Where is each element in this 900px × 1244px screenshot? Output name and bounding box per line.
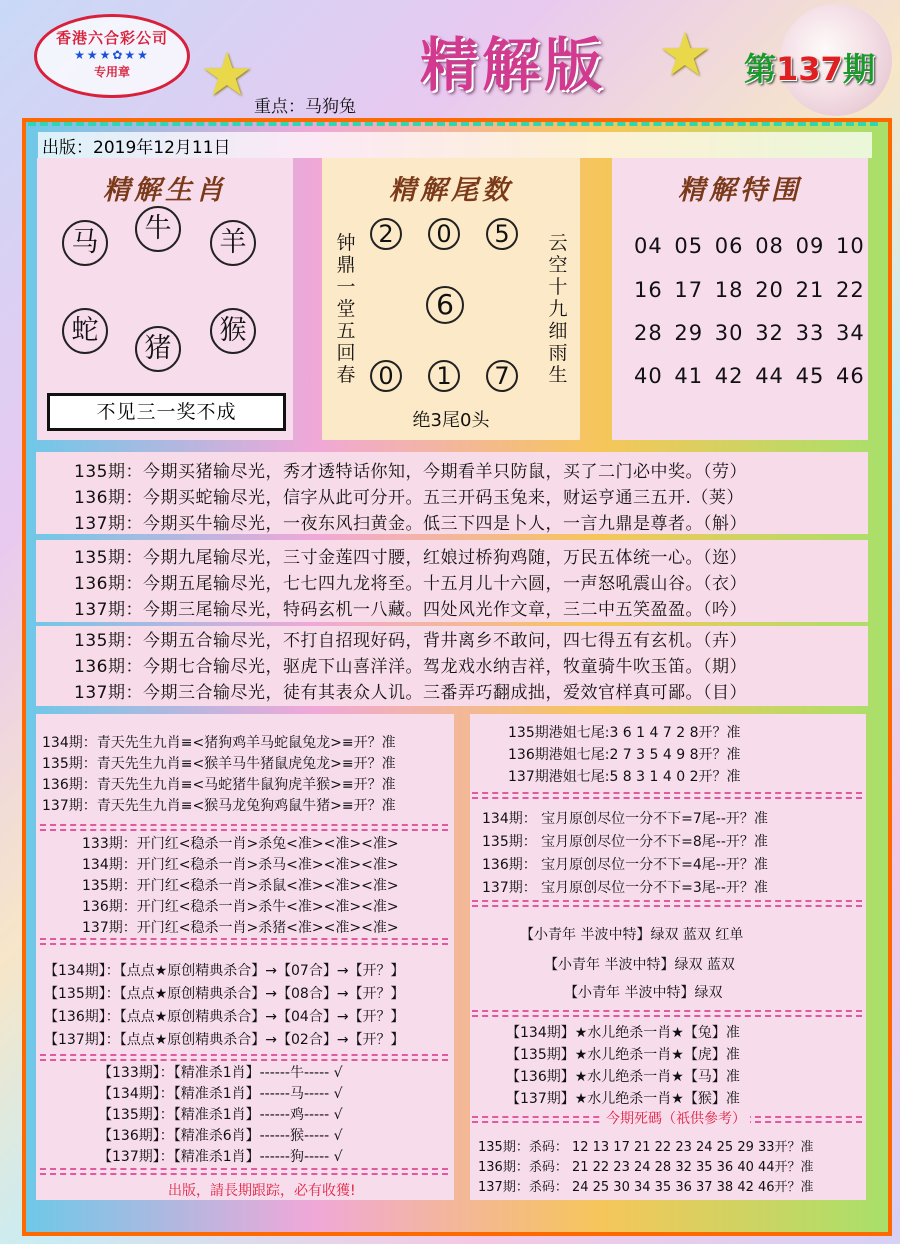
- shuier-line: 【135期】★水儿绝杀一肖★【虎】准: [506, 1047, 740, 1063]
- baoyue-line: 136期： 宝月原创尽位一分不下=4尾--开？准: [482, 857, 768, 873]
- numbers-panel: [612, 158, 868, 440]
- poem-line: 136期：今期五尾输尽光，七七四九龙将至。十五月儿十六圆，一声怒吼震山谷。（衣）: [74, 574, 747, 594]
- publish-date: 出版：2019年12月11日: [42, 138, 231, 158]
- issue-number: [744, 44, 875, 90]
- zodiac-item: 马: [62, 220, 108, 266]
- zodiac-item: 牛: [135, 206, 181, 252]
- poem-line: 136期：今期买蛇输尽光，信字从此可分开。五三开码玉兔来，财运亨通三五开.（荚）: [74, 488, 744, 508]
- divider: [40, 1054, 448, 1061]
- page-title: 精解版: [420, 31, 607, 99]
- jingzhun-line: 【133期】：【精准杀1肖】------牛----- √: [98, 1065, 343, 1081]
- issue-suffix: 期: [842, 50, 875, 88]
- focus-text: 重点：马狗兔: [254, 97, 356, 117]
- divider: [472, 1010, 862, 1017]
- shahe-line: 【137期】：【点点★原创精典杀合】→【02合】→【开？】: [44, 1032, 405, 1048]
- sima-line: 136期：杀码： 21 22 23 24 28 32 35 36 40 44开？准: [478, 1160, 814, 1175]
- poem-block-zodiac: [36, 452, 868, 534]
- sima-line: 135期：杀码： 12 13 17 21 22 23 24 25 29 33开？准: [478, 1140, 814, 1155]
- issue-prefix: 第: [744, 50, 777, 88]
- lower-right-panel: [470, 714, 866, 1200]
- kaimen-line: 135期：开门红<稳杀一肖>杀鼠<准><准><准>: [82, 878, 399, 894]
- top-dashed-border: [28, 122, 878, 126]
- poem-line: 137期：今期三尾输尽光，特码玄机一八藏。四处风光作文章，三二中五笑盈盈。（吟）: [74, 600, 747, 620]
- xiaoqing-line: 【小青年 半波中特】绿双: [564, 985, 723, 1001]
- poem-line: 135期：今期买猪输尽光，秀才透特话你知，今期看羊只防鼠，买了二门必中奖。（劳）: [74, 462, 747, 482]
- star-icon: ★: [200, 40, 254, 110]
- poem-line: 137期：今期买牛输尽光，一夜东风扫黄金。低三下四是卜人，一言九鼎是尊者。（斛）: [74, 514, 747, 534]
- tail-digit: 5: [486, 218, 518, 250]
- shahe-line: 【136期】：【点点★原创精典杀合】→【04合】→【开？】: [44, 1009, 405, 1025]
- poem-line: 135期：今期五合输尽光，不打自招现好码，背井离乡不敢问，四七得五有玄机。（卉）: [74, 631, 747, 651]
- tail-digit: 2: [370, 218, 402, 250]
- poem-block-tail: [36, 540, 868, 622]
- footer-note: 出版，請長期跟踪，必有收獲!: [168, 1183, 356, 1199]
- number-row: 28 29 30 32 33 34: [634, 321, 865, 345]
- jingzhun-line: 【137期】：【精准杀1肖】------狗----- √: [98, 1149, 343, 1165]
- kaimen-line: 133期：开门红<稳杀一肖>杀兔<准><准><准>: [82, 836, 399, 852]
- tail-digit-center: 6: [426, 286, 464, 324]
- divider: [40, 824, 448, 831]
- tail-footer: 绝3尾0头: [412, 410, 490, 431]
- divider: [472, 792, 862, 799]
- shuier-line: 【137期】★水儿绝杀一肖★【猴】准: [506, 1091, 740, 1107]
- shahe-line: 【134期】：【点点★原创精典杀合】→【07合】→【开？】: [44, 963, 405, 979]
- number-row: 04 05 06 08 09 10: [634, 234, 865, 258]
- poem-line: 137期：今期三合输尽光，徒有其表众人讥。三番弄巧翻成拙，爱效官样真可鄙。（目）: [74, 683, 747, 703]
- jingzhun-line: 【134期】：【精准杀1肖】------马----- √: [98, 1086, 343, 1102]
- qingtian-line: 137期：青天先生九肖≡<猴马龙兔狗鸡鼠牛猪>≡开？准: [42, 798, 396, 814]
- qingtian-line: 134期：青天先生九肖≡<猪狗鸡羊马蛇鼠兔龙>≡开？准: [42, 735, 396, 751]
- baoyue-line: 134期： 宝月原创尽位一分不下=7尾--开？准: [482, 811, 768, 827]
- issue-num: 137: [776, 50, 843, 88]
- zodiac-slogan-box: 不见三一奖不成: [47, 393, 286, 431]
- baoyue-line: 137期： 宝月原创尽位一分不下=3尾--开？准: [482, 880, 768, 896]
- gangjie-line: 135期港姐七尾:3 6 1 4 7 2 8开？准: [508, 725, 741, 741]
- poem-block-he: [36, 626, 868, 706]
- poem-line: 135期：今期九尾输尽光，三寸金莲四寸腰，红娘过桥狗鸡随，万民五体统一心。（迩）: [74, 548, 747, 568]
- sima-title: 今期死碼（祇供參考）: [602, 1108, 750, 1128]
- shahe-line: 【135期】：【点点★原创精典杀合】→【08合】→【开？】: [44, 986, 405, 1002]
- zodiac-item: 羊: [210, 220, 256, 266]
- lower-left-panel: [36, 714, 454, 1200]
- xiaoqing-line: 【小青年 半波中特】绿双 蓝双 红单: [520, 927, 744, 943]
- tail-digit: 0: [428, 218, 460, 250]
- qingtian-line: 136期：青天先生九肖≡<马蛇猪牛鼠狗虎羊猴>≡开？准: [42, 777, 396, 793]
- zodiac-item: 猪: [135, 326, 181, 372]
- shuier-line: 【134期】★水儿绝杀一肖★【兔】准: [506, 1025, 740, 1041]
- tail-title: 精解尾数: [389, 175, 513, 206]
- seal-name: 香港六合彩公司: [55, 29, 168, 47]
- gangjie-line: 136期港姐七尾:2 7 3 5 4 9 8开？准: [508, 747, 741, 763]
- qingtian-line: 135期：青天先生九肖≡<猴羊马牛猪鼠虎兔龙>≡开？准: [42, 756, 396, 772]
- divider: [40, 938, 448, 945]
- tail-digit: 7: [486, 360, 518, 392]
- tail-panel: [322, 158, 580, 440]
- number-row: 40 41 42 44 45 46: [634, 364, 865, 388]
- zodiac-item: 蛇: [62, 308, 108, 354]
- sima-line: 137期：杀码： 24 25 30 34 35 36 37 38 42 46开？准: [478, 1180, 814, 1195]
- poem-line: 136期：今期七合输尽光，驱虎下山喜洋洋。驾龙戏水纳吉祥，牧童骑牛吹玉笛。（期）: [74, 657, 747, 677]
- number-row: 16 17 18 20 21 22: [634, 278, 865, 302]
- zodiac-title: 精解生肖: [103, 175, 227, 206]
- zodiac-item: 猴: [210, 308, 256, 354]
- seal-stars: ★★★✿★★: [74, 48, 150, 62]
- seal-label: 专用章: [93, 65, 130, 79]
- tail-digit: 1: [428, 360, 460, 392]
- jingzhun-line: 【135期】：【精准杀1肖】------鸡----- √: [98, 1107, 343, 1123]
- star-icon: ★: [658, 20, 712, 90]
- baoyue-line: 135期： 宝月原创尽位一分不下=8尾--开？准: [482, 834, 768, 850]
- divider: [472, 900, 862, 907]
- tail-digit: 0: [370, 360, 402, 392]
- numbers-title: 精解特围: [678, 175, 802, 206]
- tail-right-verse: 云空十九细雨生: [548, 232, 568, 386]
- jingzhun-line: 【136期】：【精准杀6肖】------猴----- √: [98, 1128, 343, 1144]
- kaimen-line: 136期：开门红<稳杀一肖>杀牛<准><准><准>: [82, 899, 399, 915]
- tail-left-verse: 钟鼎一堂五回春: [336, 232, 356, 386]
- divider: [40, 1168, 448, 1175]
- xiaoqing-line: 【小青年 半波中特】绿双 蓝双: [544, 957, 735, 973]
- kaimen-line: 137期：开门红<稳杀一肖>杀猪<准><准><准>: [82, 920, 399, 936]
- gangjie-line: 137期港姐七尾:5 8 3 1 4 0 2开？准: [508, 769, 741, 785]
- shuier-line: 【136期】★水儿绝杀一肖★【马】准: [506, 1069, 740, 1085]
- kaimen-line: 134期：开门红<稳杀一肖>杀马<准><准><准>: [82, 857, 399, 873]
- company-seal: [34, 14, 190, 98]
